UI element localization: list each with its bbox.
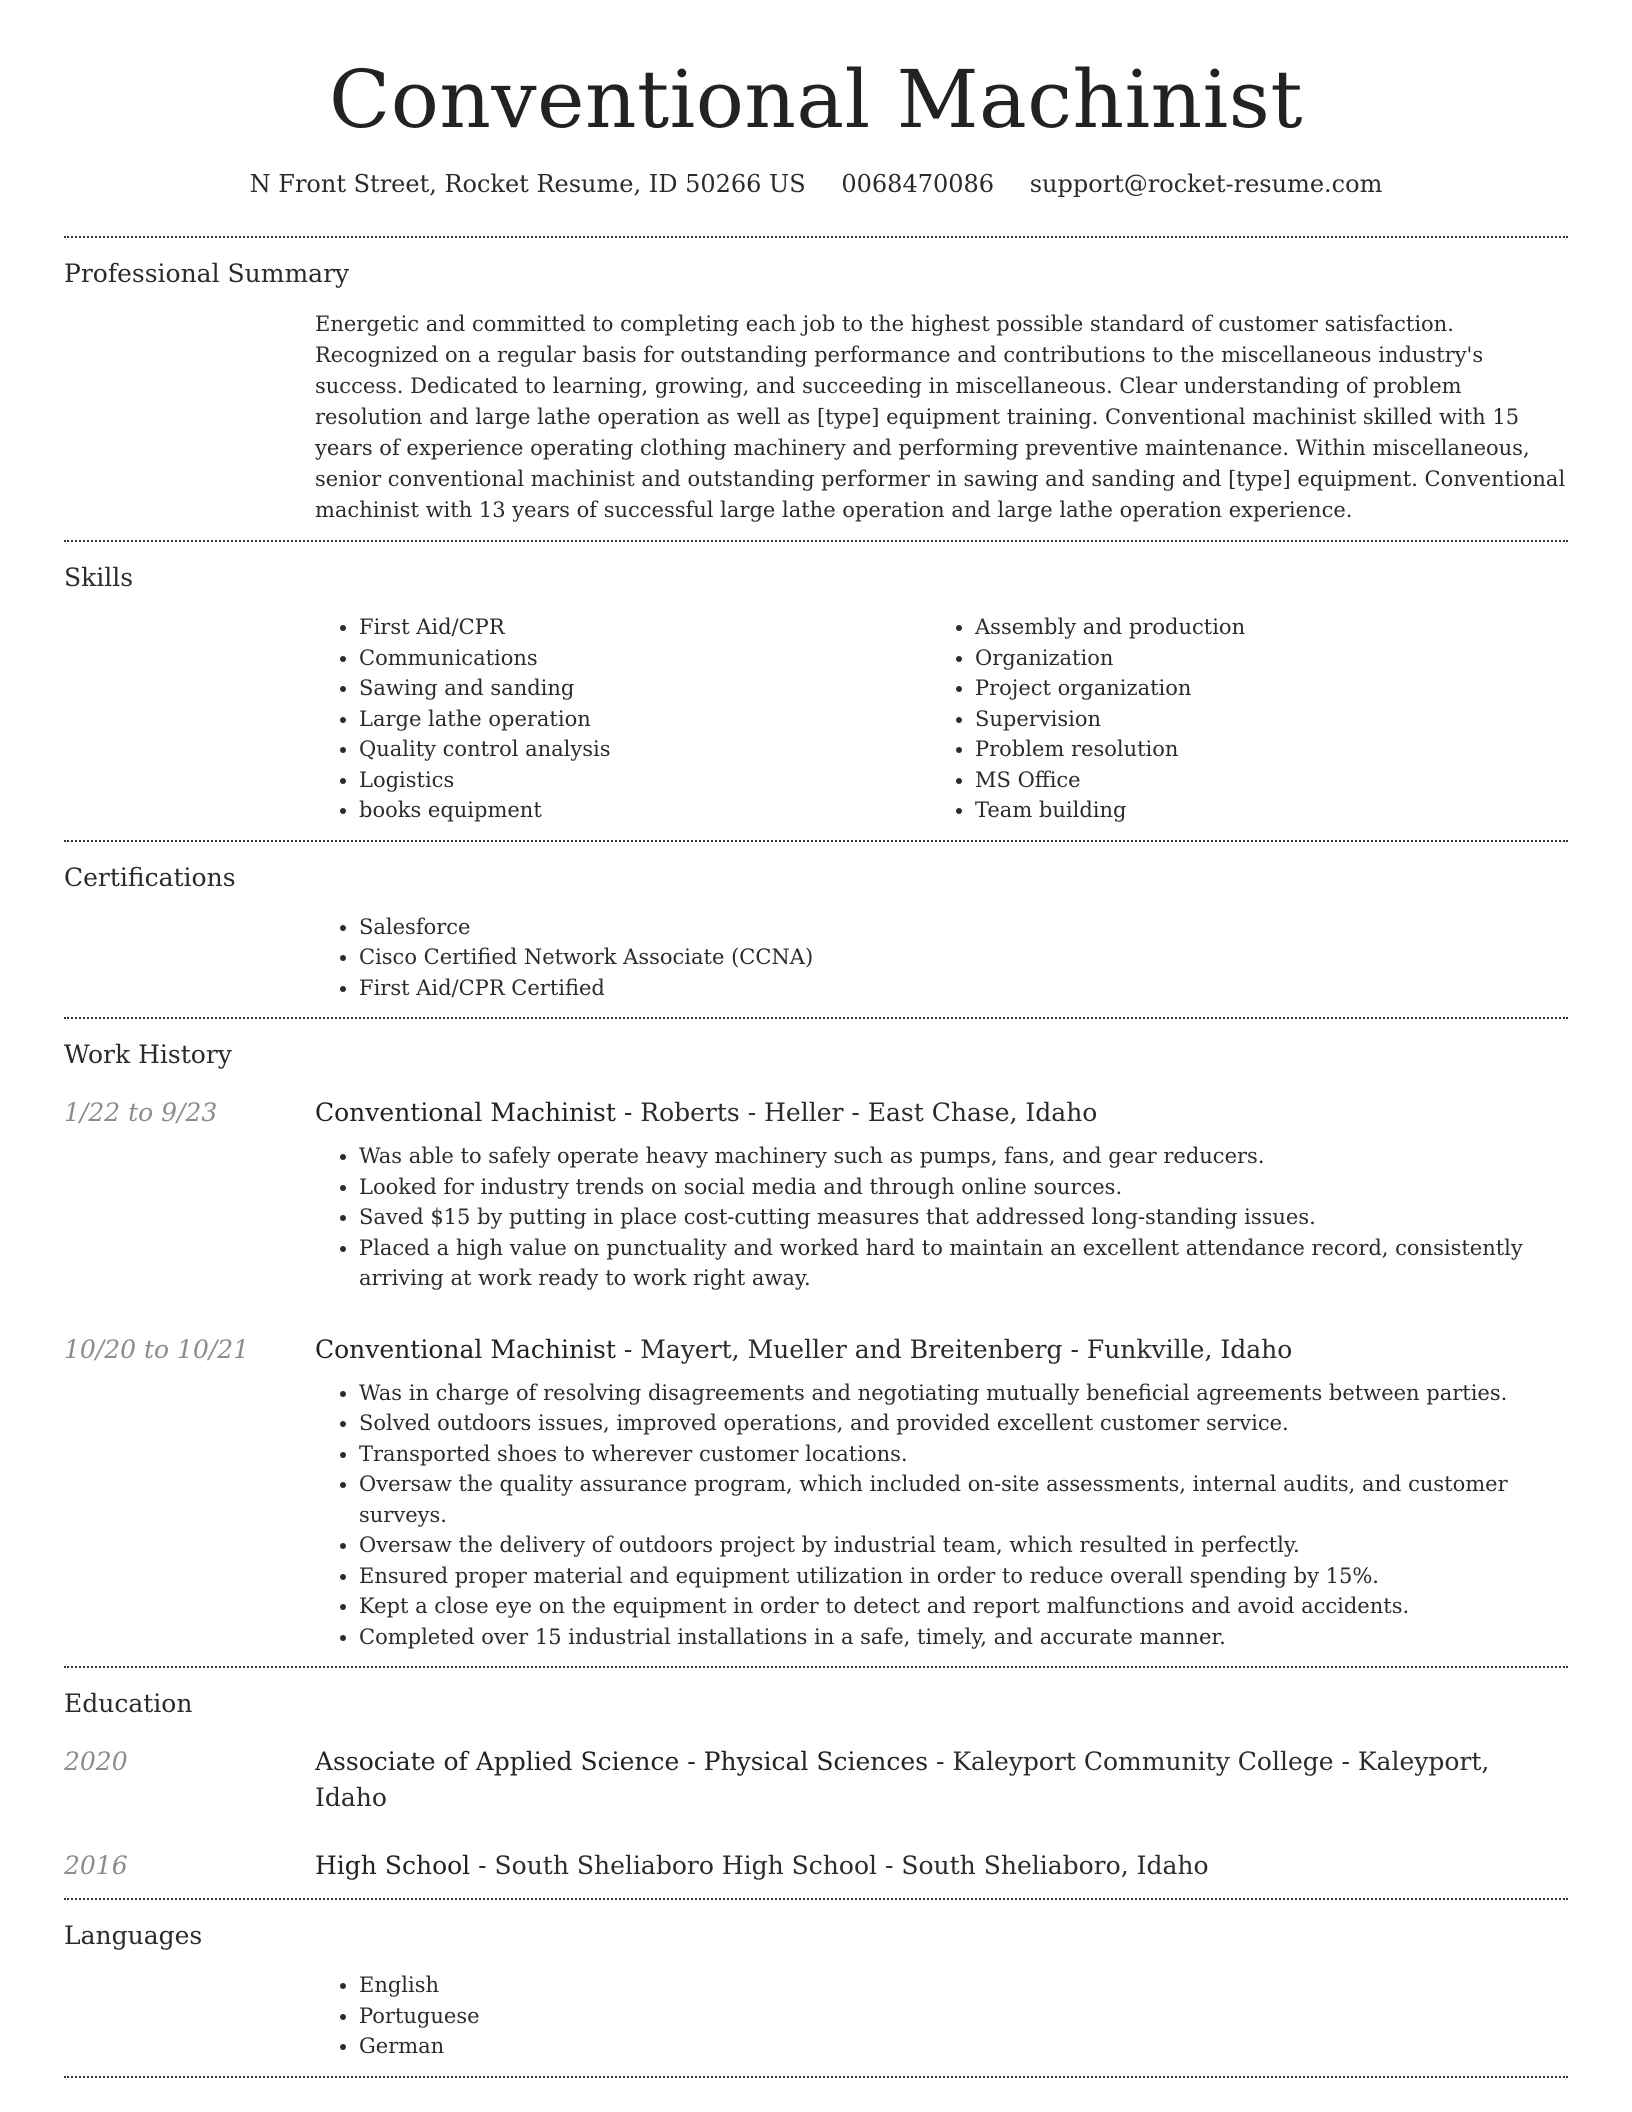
languages-section [64, 1900, 1568, 2076]
work-bullet: • Was in charge of resolving disagreements and negotiating mutually beneficial agreements between parties. [359, 1378, 1568, 1409]
education-section [64, 1668, 1568, 1898]
work-bullet: • Was able to safely operate heavy machinery such as pumps, fans, and gear reducers. [359, 1141, 1568, 1172]
certifications-content [315, 912, 1568, 1004]
certification-item: • First Aid/CPR Certified [359, 973, 1568, 1004]
education-year: 2020 [64, 1747, 128, 1776]
contact-address: N Front Street, Rocket Resume, ID 50266 US [249, 170, 806, 198]
work-bullets [315, 1141, 1568, 1294]
language-item: • German [359, 2031, 1568, 2062]
skill-item: • Project organization [975, 673, 1547, 704]
work-entry [64, 1095, 1568, 1294]
languages-content [315, 1970, 1568, 2062]
skill-item: • Problem resolution [975, 734, 1547, 765]
skills-heading: Skills [64, 563, 134, 592]
skills-column-right [931, 612, 1547, 826]
work-title [315, 1332, 1292, 1368]
skill-item: • Supervision [975, 704, 1547, 735]
work-bullet: • Completed over 15 industrial installations in a safe, timely, and accurate manner. [359, 1622, 1568, 1653]
skills-column-left [315, 612, 931, 826]
skill-item: • First Aid/CPR [359, 612, 931, 643]
work-bullet: • Transported shoes to wherever customer locations. [359, 1439, 1568, 1470]
summary-section [64, 238, 1568, 540]
work-bullets [315, 1378, 1568, 1653]
work-role: Conventional Machinist [315, 1098, 616, 1127]
certifications-heading: Certifications [64, 862, 236, 892]
work-bullet: • Looked for industry trends on social media and through online sources. [359, 1172, 1568, 1203]
work-role: Conventional Machinist [315, 1334, 616, 1364]
education-entry [64, 1848, 1568, 1884]
education-degree: Associate of Applied Science - Physical Sciences [315, 1747, 929, 1776]
skill-item: • Assembly and production [975, 612, 1547, 643]
skills-list-left [315, 612, 931, 826]
contact-email: support@rocket-resume.com [1029, 170, 1383, 198]
skill-item: • Communications [359, 643, 931, 674]
work-title [315, 1095, 1097, 1131]
skills-grid [315, 612, 1568, 826]
section-divider [64, 2076, 1568, 2078]
language-item: • English [359, 1970, 1568, 2001]
certification-item: • Salesforce [359, 912, 1568, 943]
work-entry-header [64, 1332, 1568, 1368]
work-entry-header [64, 1095, 1568, 1131]
skill-item: • Quality control analysis [359, 734, 931, 765]
work-section [64, 1019, 1568, 1666]
skill-item: • Logistics [359, 765, 931, 796]
resume-name: Conventional Machinist [329, 53, 1303, 146]
work-bullet-list [315, 1378, 1568, 1653]
summary-heading: Professional Summary [64, 259, 350, 288]
education-heading: Education [64, 1689, 193, 1718]
languages-list [315, 1970, 1568, 2062]
education-year: 2016 [64, 1851, 128, 1880]
contact-line [64, 168, 1568, 200]
certifications-section [64, 842, 1568, 1018]
summary-text: Energetic and committed to completing each job to the highest possible standard of customer satisfaction. Recognized on a regular basis for outstanding performance and contributions to the miscellaneous industry's success. Dedicated to learning, growing, and succeeding in miscellaneous. Clear understanding of problem resolution and large lathe operation as well as [type] equipment training. Conventional machinist skilled with 15 years of experience operating clothing machinery and performing preventive maintenance. Within miscellaneous, senior conventional machinist and outstanding performer in sawing and sanding and [type] equipment. Conventional machinist with 13 years of successful large lathe operation and large lathe operation experience. [315, 312, 1566, 522]
work-heading: Work History [64, 1040, 232, 1069]
skill-item: • books equipment [359, 795, 931, 826]
education-degree: High School [315, 1851, 471, 1880]
education-title [315, 1744, 1568, 1816]
work-employer: - Roberts - Heller - East Chase, Idaho [615, 1098, 1098, 1127]
education-school: - South Sheliaboro High School - South Sheliaboro, Idaho [470, 1851, 1209, 1880]
skills-section [64, 542, 1568, 840]
work-bullet: • Oversaw the quality assurance program, which included on-site assessments, internal audits, and customer surveys. [359, 1469, 1568, 1530]
work-bullet: • Oversaw the delivery of outdoors project by industrial team, which resulted in perfectly. [359, 1530, 1568, 1561]
work-bullet: • Kept a close eye on the equipment in order to detect and report malfunctions and avoid accidents. [359, 1591, 1568, 1622]
work-entry [64, 1332, 1568, 1653]
skill-item: • Large lathe operation [359, 704, 931, 735]
contact-phone: 0068470086 [841, 170, 995, 198]
work-bullet-list [315, 1141, 1568, 1294]
work-bullet: • Ensured proper material and equipment utilization in order to reduce overall spending by 15%. [359, 1561, 1568, 1592]
education-title [315, 1848, 1209, 1884]
work-dates: 1/22 to 9/23 [64, 1098, 218, 1127]
skill-item: • Team building [975, 795, 1547, 826]
languages-heading: Languages [64, 1921, 203, 1950]
skills-list-right [931, 612, 1547, 826]
education-entry [64, 1744, 1568, 1816]
certification-item: • Cisco Certified Network Associate (CCNA) [359, 942, 1568, 973]
work-bullet: • Placed a high value on punctuality and worked hard to maintain an excellent attendance record, consistently arriving at work ready to work right away. [359, 1233, 1568, 1294]
work-dates: 10/20 to 10/21 [64, 1334, 250, 1364]
skill-item: • Organization [975, 643, 1547, 674]
work-employer: - Mayert, Mueller and Breitenberg - Funkville, Idaho [615, 1334, 1293, 1364]
language-item: • Portuguese [359, 2001, 1568, 2032]
work-bullet: • Saved $15 by putting in place cost-cutting measures that addressed long-standing issues. [359, 1202, 1568, 1233]
certifications-list [315, 912, 1568, 1004]
skill-item: • Sawing and sanding [359, 673, 931, 704]
skill-item: • MS Office [975, 765, 1547, 796]
education-school: - Kaleyport Community College - Kaleyport, Idaho [315, 1747, 1490, 1812]
work-bullet: • Solved outdoors issues, improved operations, and provided excellent customer service. [359, 1408, 1568, 1439]
